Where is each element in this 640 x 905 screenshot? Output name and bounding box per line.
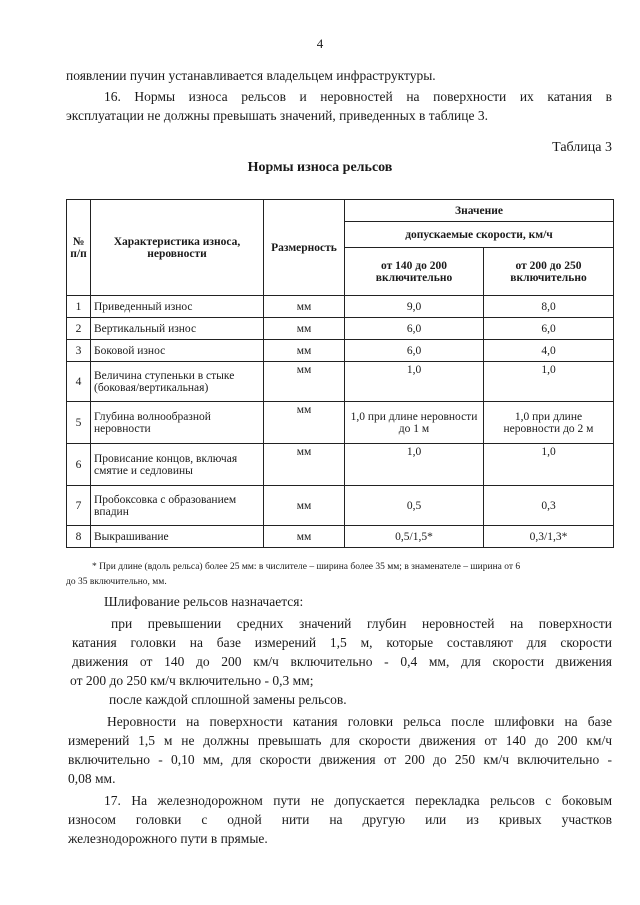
row-characteristic: Выкрашивание [91,526,264,548]
row-dim: мм [264,340,345,362]
row-num: 2 [67,318,91,340]
header-speed2: от 200 до 250 включительно [484,248,614,296]
row-characteristic: Величина ступеньки в стыке (боковая/вертикальная) [91,362,264,402]
footnote-line2: до 35 включительно, мм. [66,577,167,587]
row-value2: 0,3/1,3* [484,526,614,548]
after-grinding-line3: включительно - 0,10 мм, для скорости движения от 200 до 250 км/ч включительно - [68,752,612,767]
header-dimension: Размерность [264,200,345,296]
row-characteristic: Боковой износ [91,340,264,362]
row-num: 4 [67,362,91,402]
header-num: № п/п [67,200,91,296]
row-num: 3 [67,340,91,362]
row-dim: мм [264,526,345,548]
row-dim: мм [264,486,345,526]
row-num: 1 [67,296,91,318]
row-dim: мм [264,402,345,444]
table-label: Таблица 3 [552,140,612,155]
footnote-line1: * При длине (вдоль рельса) более 25 мм: в числителе – ширина более 35 мм; в знаменателе – ширина от 6 [92,562,521,572]
row-value2: 1,0 [484,362,614,402]
page-number: 4 [316,36,324,51]
norms-table [66,199,614,548]
row-num: 7 [67,486,91,526]
header-characteristic: Характеристика износа, неровности [91,200,264,296]
row-characteristic: Глубина волнообразной неровности [91,402,264,444]
grinding-a-line1: при превышении средних значений глубин неровностей на поверхности [111,616,612,631]
table-row [67,318,614,340]
para17-line3: железнодорожного пути в прямые. [68,831,268,846]
row-num: 8 [67,526,91,548]
table-row [67,486,614,526]
after-grinding-line1: Неровности на поверхности катания головки рельса после шлифовки на базе [107,714,612,729]
row-value1: 6,0 [345,318,484,340]
header-speed1: от 140 до 200 включительно [345,248,484,296]
table-row [67,444,614,486]
row-characteristic: Приведенный износ [91,296,264,318]
header-speeds: допускаемые скорости, км/ч [345,222,614,248]
row-value1: 0,5 [345,486,484,526]
grinding-a-line2: катания головки на базе измерений 1,5 м, которые составляют для скорости [72,635,612,650]
row-value2: 0,3 [484,486,614,526]
row-dim: мм [264,318,345,340]
grinding-b: после каждой сплошной замены рельсов. [109,692,347,707]
grinding-a-line3: движения от 140 до 200 км/ч включительно - 0,4 мм, для скорости движения [72,654,612,669]
table-row [67,340,614,362]
row-value1: 0,5/1,5* [345,526,484,548]
row-value2: 1,0 при длине неровности до 2 м [484,402,614,444]
grinding-heading: Шлифование рельсов назначается: [104,594,304,609]
table-row [67,296,614,318]
row-value1: 1,0 при длине неровности до 1 м [345,402,484,444]
header-value: Значение [345,200,614,222]
row-value2: 6,0 [484,318,614,340]
row-dim: мм [264,444,345,486]
para16-line1: 16. Нормы износа рельсов и неровностей на поверхности их катания в [104,89,612,104]
table-row [67,362,614,402]
grinding-a-line4: от 200 до 250 км/ч включительно - 0,3 мм; [70,673,314,688]
row-value1: 1,0 [345,362,484,402]
row-dim: мм [264,362,345,402]
row-value1: 1,0 [345,444,484,486]
row-value1: 6,0 [345,340,484,362]
row-value2: 4,0 [484,340,614,362]
row-value1: 9,0 [345,296,484,318]
table-row [67,402,614,444]
row-value2: 1,0 [484,444,614,486]
para16-line2: эксплуатации не должны превышать значений, приведенных в таблице 3. [66,108,488,123]
row-dim: мм [264,296,345,318]
intro-line: появлении пучин устанавливается владельцем инфраструктуры. [66,68,436,83]
row-num: 5 [67,402,91,444]
row-characteristic: Вертикальный износ [91,318,264,340]
para17-line2: износом головки с одной нити на другую или из кривых участков [68,812,612,827]
table-row [67,526,614,548]
after-grinding-line4: 0,08 мм. [68,771,116,786]
after-grinding-line2: измерений 1,5 м не должны превышать для скорости движения от 140 до 200 км/ч [68,733,612,748]
row-num: 6 [67,444,91,486]
row-value2: 8,0 [484,296,614,318]
para17-line1: 17. На железнодорожном пути не допускается перекладка рельсов с боковым [104,793,612,808]
table-title: Нормы износа рельсов [247,160,393,175]
row-characteristic: Провисание концов, включая смятие и седловины [91,444,264,486]
row-characteristic: Пробоксовка с образованием впадин [91,486,264,526]
